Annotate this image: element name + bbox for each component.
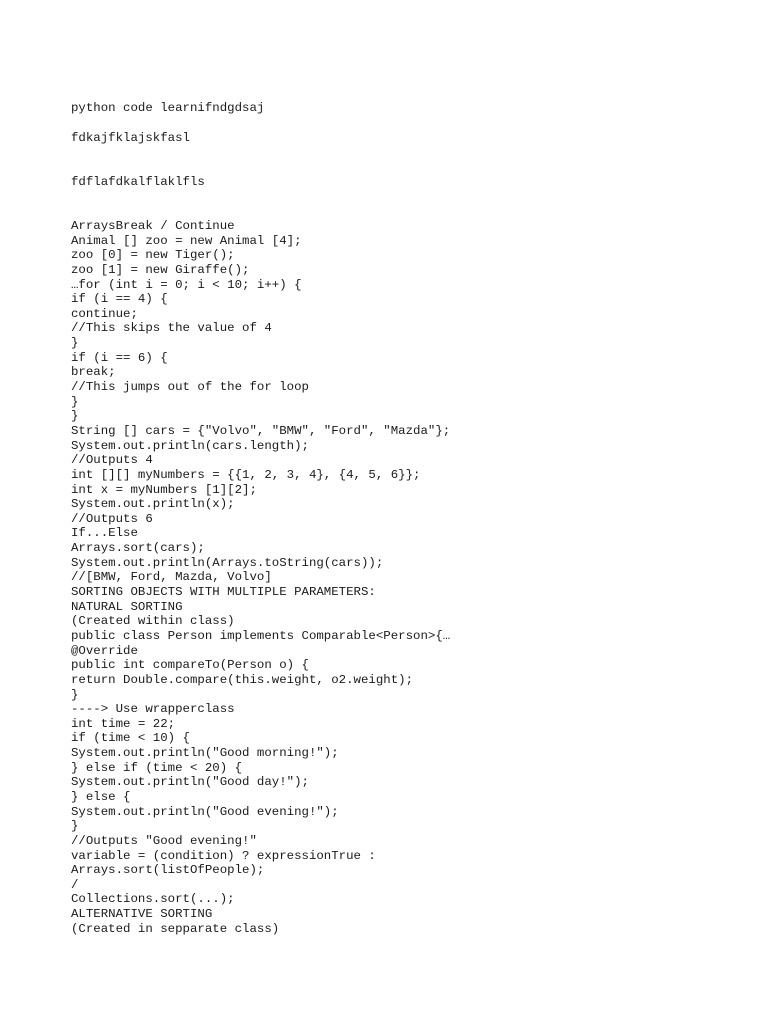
code-line: System.out.println("Good day!"); [71, 775, 309, 790]
code-listing [71, 219, 450, 936]
document-subtitle-line: fdkajfklajskfasl [71, 131, 190, 145]
code-line: System.out.println(cars.length); [71, 438, 309, 453]
code-line: } [71, 819, 79, 834]
code-line: if (time < 10) { [71, 731, 190, 746]
code-line: public int compareTo(Person o) { [71, 658, 309, 673]
code-line: zoo [0] = new Tiger(); [71, 248, 235, 263]
code-line: ArraysBreak / Continue [71, 219, 235, 233]
code-line: zoo [1] = new Giraffe(); [71, 262, 250, 277]
document-title-line: python code learnifndgdsaj [71, 101, 265, 115]
code-line: System.out.println("Good evening!"); [71, 804, 339, 819]
code-line: System.out.println(Arrays.toString(cars)); [71, 555, 384, 570]
code-line: / [71, 877, 79, 892]
code-line: System.out.println(x); [71, 497, 235, 512]
code-line: SORTING OBJECTS WITH MULTIPLE PARAMETERS: [71, 585, 376, 600]
code-line: (Created in sepparate class) [71, 921, 280, 936]
code-line: …for (int i = 0; i < 10; i++) { [71, 277, 302, 292]
code-line: int x = myNumbers [1][2]; [71, 482, 257, 497]
code-line: (Created within class) [71, 614, 235, 629]
code-line: ----> Use wrapperclass [71, 702, 235, 717]
code-line: System.out.println("Good morning!"); [71, 746, 339, 761]
code-line: continue; [71, 306, 138, 321]
code-line: } [71, 394, 79, 409]
code-line: } else if (time < 20) { [71, 760, 243, 775]
code-line: If...Else [71, 526, 138, 541]
code-line: //Outputs "Good evening!" [71, 833, 257, 848]
code-line: String [] cars = {"Volvo", "BMW", "Ford", "Mazda"}; [71, 423, 451, 438]
code-line: public class Person implements Comparable<Person>{… [71, 628, 451, 643]
code-line: //This skips the value of 4 [71, 321, 272, 336]
code-line: break; [71, 365, 116, 380]
code-line: } else { [71, 789, 131, 804]
code-line: } [71, 687, 79, 702]
code-line: Arrays.sort(listOfPeople); [71, 863, 265, 878]
code-line: //[BMW, Ford, Mazda, Volvo] [71, 570, 272, 585]
code-line: } [71, 409, 79, 424]
code-line: } [71, 336, 79, 351]
code-line: if (i == 4) { [71, 292, 168, 307]
code-line: //This jumps out of the for loop [71, 380, 309, 395]
code-line: int [][] myNumbers = {{1, 2, 3, 4}, {4, 5, 6}}; [71, 467, 421, 482]
code-line: NATURAL SORTING [71, 599, 183, 614]
code-line: @Override [71, 643, 138, 658]
code-line: ALTERNATIVE SORTING [71, 907, 213, 922]
code-line: int time = 22; [71, 716, 176, 731]
code-line: return Double.compare(this.weight, o2.weight); [71, 672, 414, 687]
code-line: Arrays.sort(cars); [71, 541, 205, 556]
code-line: variable = (condition) ? expressionTrue : [71, 848, 376, 863]
code-line: if (i == 6) { [71, 350, 168, 365]
document-note-line: fdflafdkalflaklfls [71, 175, 205, 189]
code-line: Collections.sort(...); [71, 892, 235, 907]
code-line: //Outputs 6 [71, 511, 153, 526]
code-line: Animal [] zoo = new Animal [4]; [71, 233, 302, 248]
code-line: //Outputs 4 [71, 453, 153, 468]
